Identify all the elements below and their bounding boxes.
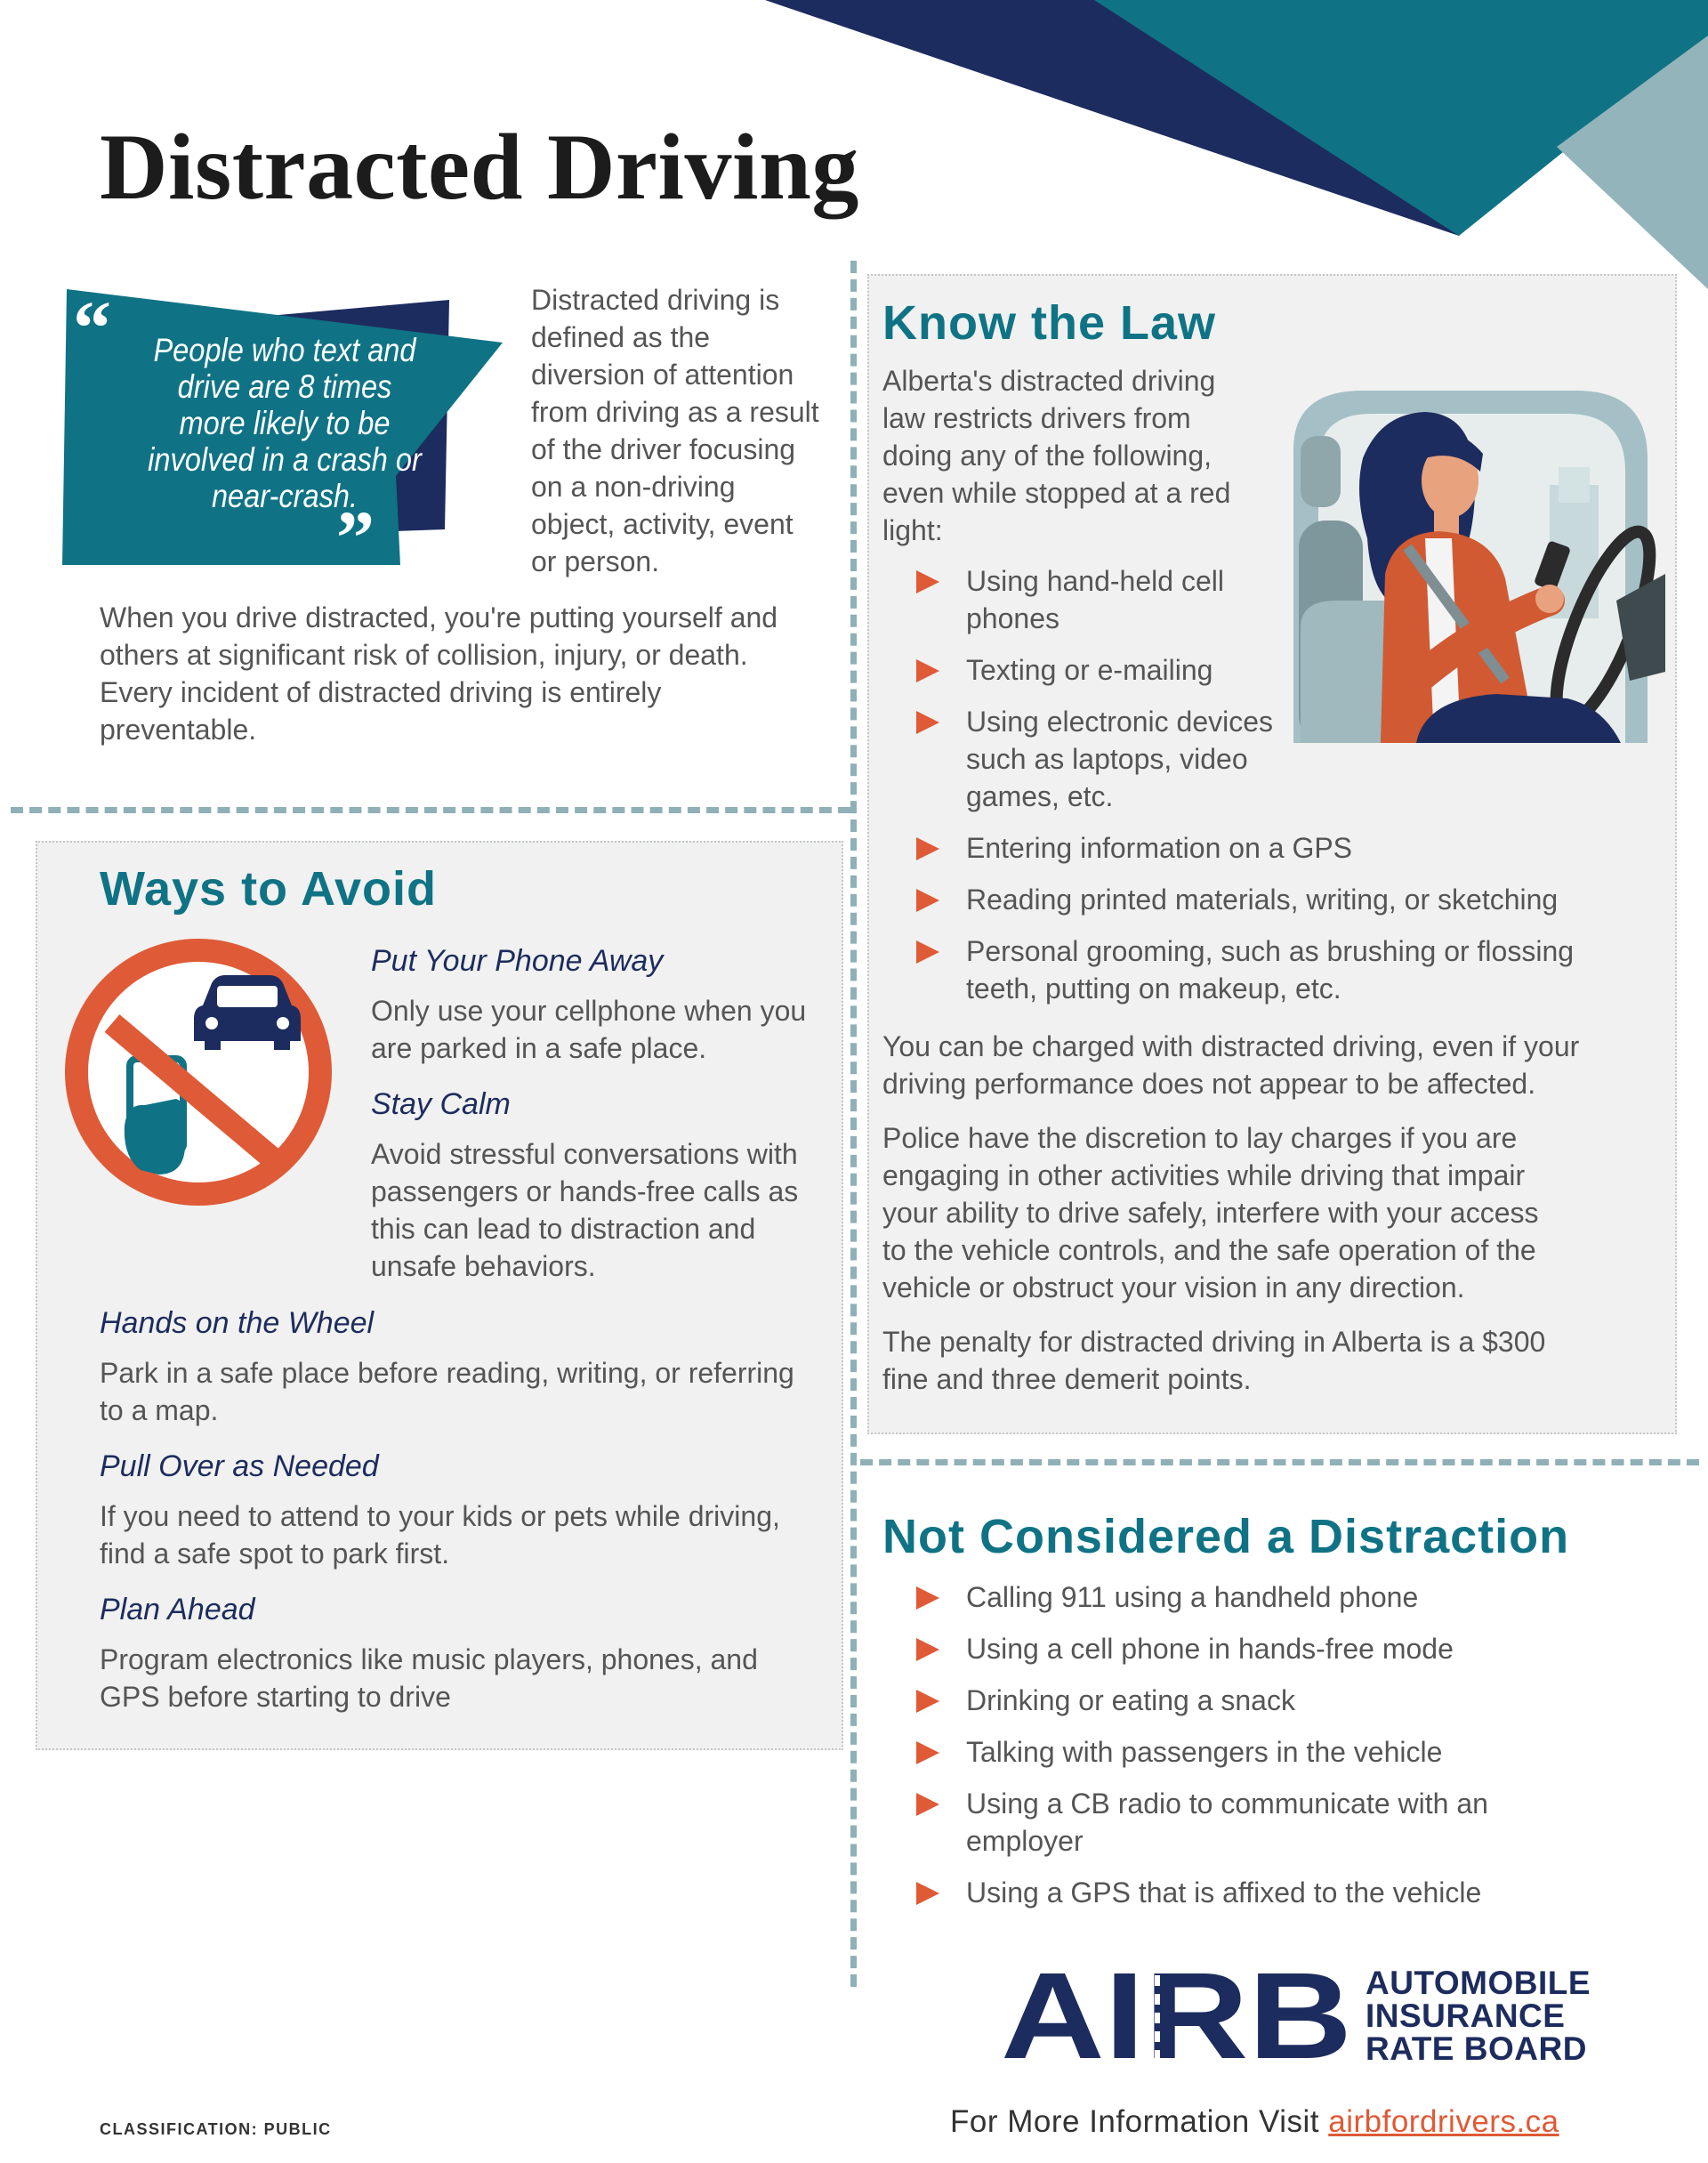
law-restrictions-list xyxy=(916,562,1664,1021)
page-title: Distracted Driving xyxy=(100,115,859,219)
not-considered-list xyxy=(916,1578,1646,1925)
not-considered-item: Calling 911 using a handheld phone xyxy=(916,1578,1646,1616)
law-paragraph-penalty: The penalty for distracted driving in Alberta is a $300 fine and three demerit points. xyxy=(882,1326,1546,1395)
logo-line-1: AUTOMOBILE xyxy=(1366,1965,1591,2001)
bullet-triangle-icon xyxy=(916,889,939,912)
bullet-triangle-icon xyxy=(916,1882,939,1905)
more-info-prefix: For More Information Visit xyxy=(950,2104,1319,2139)
law-item: Using hand-held cell phones xyxy=(916,562,1254,637)
quote-text: People who text and drive are 8 times more likely to be involved in a crash or near-crash. xyxy=(148,332,422,514)
not-considered-item: Using a CB radio to communicate with an employer xyxy=(916,1785,1494,1860)
not-considered-heading: Not Considered a Distraction xyxy=(882,1510,1570,1563)
tip-title-stay-calm: Stay Calm xyxy=(371,1087,511,1121)
bullet-triangle-icon xyxy=(916,1586,939,1610)
tip-text-phone-away: Only use your cellphone when you are parked in a safe place. xyxy=(371,995,807,1064)
logo-wordmark xyxy=(1366,1966,1591,2065)
open-quote-icon: “ xyxy=(73,285,111,370)
tip-text-hands-wheel: Park in a safe place before reading, writing, or referring to a map. xyxy=(100,1357,794,1426)
tip-title-pull-over: Pull Over as Needed xyxy=(100,1449,379,1483)
more-info-line xyxy=(950,2104,1559,2140)
logo-line-2: INSURANCE xyxy=(1366,1998,1566,2034)
bullet-triangle-icon xyxy=(916,1638,939,1661)
law-item: Personal grooming, such as brushing or flossing teeth, putting on makeup, etc. xyxy=(916,932,1592,1007)
tip-title-phone-away: Put Your Phone Away xyxy=(371,944,664,978)
quote-block xyxy=(53,280,516,574)
law-paragraph-charged: You can be charged with distracted driving, even if your driving performance does not appear to be affected. xyxy=(882,1030,1580,1100)
law-item: Texting or e-mailing xyxy=(916,651,1664,689)
not-considered-item: Using a cell phone in hands-free mode xyxy=(916,1630,1646,1667)
tip-text-plan-ahead: Program electronics like music players, phones, and GPS before starting to drive xyxy=(100,1643,758,1713)
classification-label: CLASSIFICATION: PUBLIC xyxy=(100,2120,332,2138)
ways-to-avoid-heading: Ways to Avoid xyxy=(100,862,438,916)
not-considered-item: Talking with passengers in the vehicle xyxy=(916,1733,1646,1771)
tip-title-plan-ahead: Plan Ahead xyxy=(100,1593,255,1626)
tip-title-hands-wheel: Hands on the Wheel xyxy=(100,1306,375,1340)
bullet-triangle-icon xyxy=(916,1690,939,1713)
tip-text-pull-over: If you need to attend to your kids or pets while driving, find a safe spot to park first. xyxy=(100,1500,780,1570)
intro-risk: When you drive distracted, you're putting yourself and others at significant risk of collision, injury, or death. Every incident of distracted driving is entirely preventable. xyxy=(100,601,778,746)
left-horizontal-divider xyxy=(11,807,850,813)
know-the-law-intro: Alberta's distracted driving law restricts drivers from doing any of the following, even while stopped at a red light: xyxy=(882,365,1231,546)
bullet-triangle-icon xyxy=(916,570,939,593)
close-quote-icon: ” xyxy=(336,495,375,574)
airb-logo xyxy=(1001,1965,1615,2067)
know-the-law-heading: Know the Law xyxy=(882,296,1216,350)
bullet-triangle-icon xyxy=(916,940,939,964)
law-item: Entering information on a GPS xyxy=(916,829,1664,867)
bullet-triangle-icon xyxy=(916,1741,939,1764)
more-info-link[interactable]: airbfordrivers.ca xyxy=(1328,2104,1559,2139)
bullet-triangle-icon xyxy=(916,1793,939,1816)
bullet-triangle-icon xyxy=(916,659,939,682)
logo-letters: AIRB xyxy=(1001,1966,1352,2064)
airb-logo-mark xyxy=(1001,1966,1357,2064)
not-considered-item: Using a GPS that is affixed to the vehicle xyxy=(916,1874,1646,1911)
tip-text-stay-calm: Avoid stressful conversations with passengers or hands-free calls as this can lead to distraction and unsafe behaviors. xyxy=(371,1138,799,1282)
no-phone-while-driving-icon xyxy=(60,934,336,1210)
law-item: Using electronic devices such as laptops, video games, etc. xyxy=(916,703,1299,815)
law-paragraph-police: Police have the discretion to lay charges if you are engaging in other activities while driving that impair your ability to drive safely, interfere with your access to the vehicle controls, and the safe operation of the vehicle or obstruct your vision in any direction. xyxy=(882,1122,1539,1303)
intro-definition: Distracted driving is defined as the diversion of attention from driving as a result of the driver focusing on a non-driving object, activity, event or person. xyxy=(531,284,819,577)
bullet-triangle-icon xyxy=(916,837,939,860)
right-horizontal-divider xyxy=(860,1459,1699,1465)
bullet-triangle-icon xyxy=(916,711,939,734)
vertical-divider xyxy=(850,261,857,1987)
logo-line-3: RATE BOARD xyxy=(1366,2030,1587,2067)
not-considered-item: Drinking or eating a snack xyxy=(916,1682,1646,1719)
law-item: Reading printed materials, writing, or sketching xyxy=(916,881,1664,918)
